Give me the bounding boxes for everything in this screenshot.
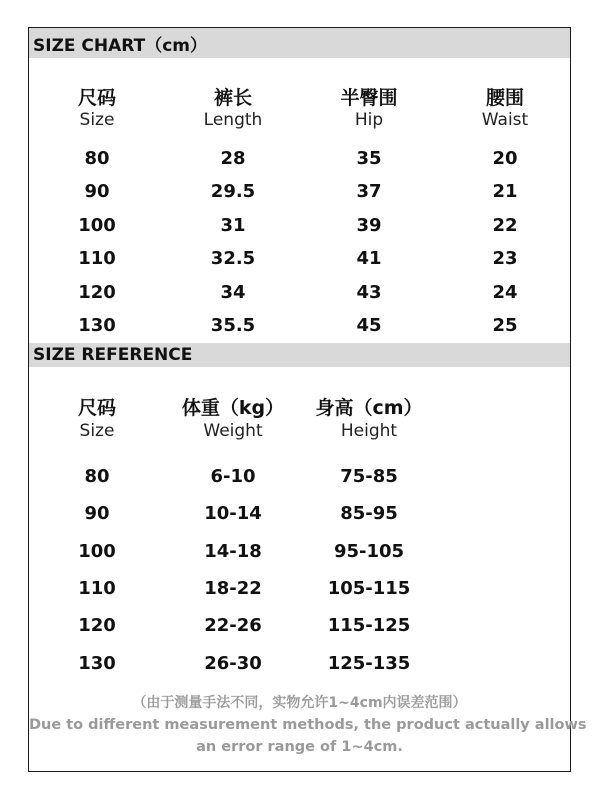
cell-size: 120 [78, 615, 116, 636]
ref-header-size-en: Size [79, 421, 115, 441]
header-size-en: Size [79, 110, 115, 130]
cell-size: 80 [84, 148, 110, 169]
cell-waist: 24 [492, 282, 518, 303]
cell-length: 29.5 [210, 181, 256, 202]
cell-hip: 37 [356, 181, 382, 202]
header-length-zh: 裤长 [213, 87, 253, 109]
cell-weight: 10-14 [204, 503, 262, 524]
ref-header-size-zh: 尺码 [77, 397, 117, 419]
note-english-line1: Due to different measurement methods, the product actually allows [29, 717, 587, 733]
size-reference-title: SIZE REFERENCE [29, 343, 570, 367]
cell-size: 100 [78, 541, 116, 562]
cell-length: 31 [220, 215, 246, 236]
ref-header-weight-zh: 体重（kg） [181, 397, 285, 419]
cell-size: 130 [78, 653, 116, 674]
cell-length: 32.5 [210, 248, 256, 269]
cell-size: 110 [78, 578, 116, 599]
ref-header-height-en: Height [340, 421, 398, 441]
cell-hip: 45 [356, 315, 382, 336]
cell-weight: 6-10 [210, 466, 256, 487]
cell-weight: 22-26 [204, 615, 262, 636]
cell-size: 130 [78, 315, 116, 336]
cell-weight: 18-22 [204, 578, 262, 599]
cell-size: 90 [84, 503, 110, 524]
cell-length: 34 [220, 282, 246, 303]
cell-waist: 23 [492, 248, 518, 269]
cell-size: 100 [78, 215, 116, 236]
cell-height: 105-115 [327, 578, 411, 599]
cell-size: 80 [84, 466, 110, 487]
cell-height: 95-105 [333, 541, 405, 562]
cell-height: 115-125 [327, 615, 411, 636]
size-chart-title: SIZE CHART（cm） [29, 28, 570, 58]
cell-height: 125-135 [327, 653, 411, 674]
cell-hip: 43 [356, 282, 382, 303]
note-english-line2: an error range of 1~4cm. [196, 739, 403, 755]
header-hip-en: Hip [354, 110, 384, 130]
header-waist-zh: 腰围 [485, 87, 525, 109]
cell-hip: 39 [356, 215, 382, 236]
cell-size: 120 [78, 282, 116, 303]
header-length-en: Length [203, 110, 263, 130]
cell-size: 110 [78, 248, 116, 269]
ref-header-height-zh: 身高（cm） [315, 397, 423, 419]
cell-weight: 14-18 [204, 541, 262, 562]
cell-height: 75-85 [340, 466, 398, 487]
cell-length: 35.5 [210, 315, 256, 336]
ref-header-weight-en: Weight [203, 421, 263, 441]
cell-waist: 20 [492, 148, 518, 169]
cell-height: 85-95 [340, 503, 398, 524]
header-waist-en: Waist [481, 110, 529, 130]
header-hip-zh: 半臀围 [340, 87, 398, 109]
cell-hip: 35 [356, 148, 382, 169]
cell-size: 90 [84, 181, 110, 202]
cell-waist: 25 [492, 315, 518, 336]
note-chinese: （由于测量手法不同，实物允许1~4cm内误差范围） [132, 695, 467, 711]
cell-waist: 21 [492, 181, 518, 202]
size-chart-frame [28, 27, 587, 772]
cell-length: 28 [220, 148, 246, 169]
cell-weight: 26-30 [204, 653, 262, 674]
cell-waist: 22 [492, 215, 518, 236]
cell-hip: 41 [356, 248, 382, 269]
header-size-zh: 尺码 [77, 87, 117, 109]
